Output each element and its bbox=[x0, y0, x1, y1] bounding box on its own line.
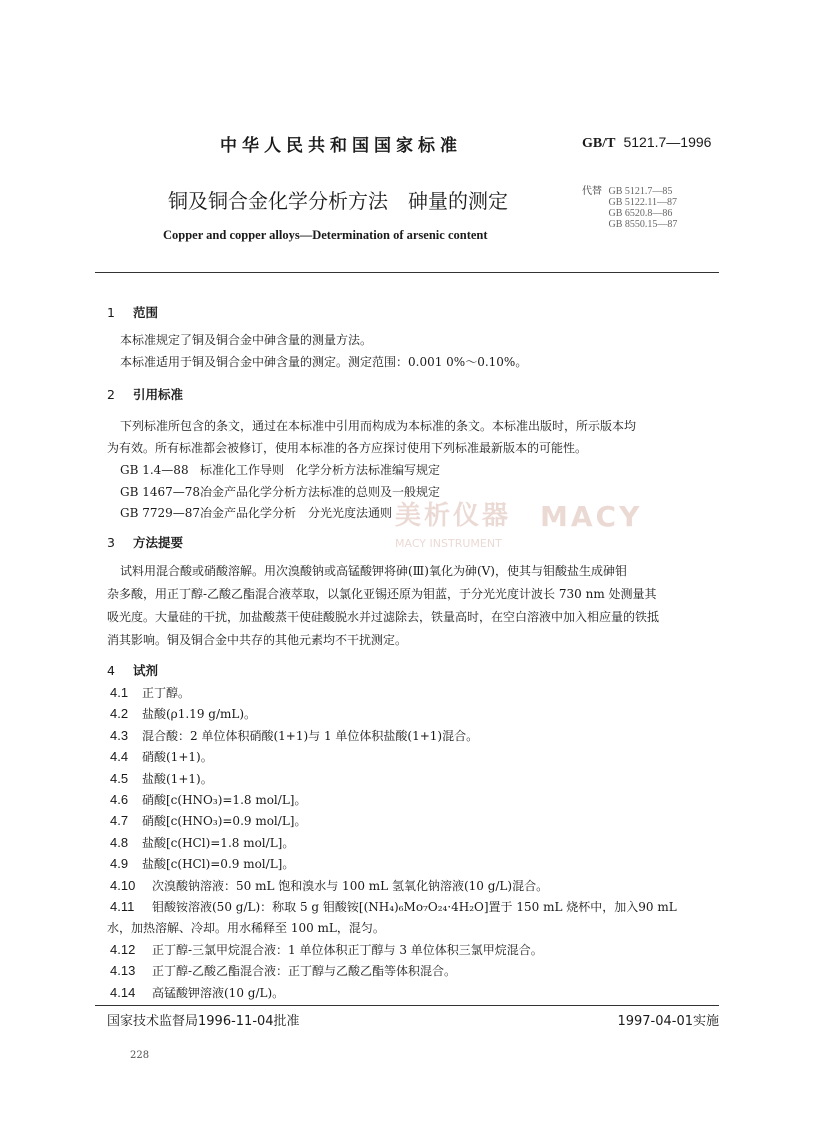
approval-date: 国家技术监督局1996-11-04批准 bbox=[107, 1014, 300, 1029]
reagent-number: 4.13 bbox=[110, 963, 136, 979]
reagent-item bbox=[110, 963, 456, 979]
replaces-block bbox=[582, 186, 677, 230]
reagent-text: 盐酸[c(HCl)=1.8 mol/L]。 bbox=[142, 835, 295, 850]
reagent-item bbox=[110, 792, 306, 808]
reagent-item bbox=[110, 685, 190, 701]
reagent-text: 混合酸：2 单位体积硝酸(1+1)与 1 单位体积盐酸(1+1)混合。 bbox=[142, 728, 479, 743]
reagent-number: 4.3 bbox=[110, 727, 129, 743]
reagent-text: 正丁醇。 bbox=[142, 686, 191, 700]
section-heading-references: 2 引用标准 bbox=[107, 387, 184, 402]
watermark-logo: MACY bbox=[540, 500, 643, 533]
paragraph-line: 杂多酸，用正丁醇-乙酸乙酯混合液萃取，以氯化亚锡还原为钼蓝，于分光光度计波长 730 nm 处测量其 bbox=[107, 587, 657, 601]
reagent-text: 盐酸[c(HCl)=0.9 mol/L]。 bbox=[142, 857, 295, 872]
reagent-text: 硝酸[c(HNO₃)=0.9 mol/L]。 bbox=[142, 814, 307, 829]
reagent-item bbox=[110, 813, 306, 829]
section-heading-scope: 1 范围 bbox=[107, 305, 159, 320]
standard-code bbox=[582, 134, 711, 152]
section-heading-reagents: 4 试剂 bbox=[107, 663, 159, 678]
reagent-number: 4.8 bbox=[110, 834, 129, 850]
reagent-text: 盐酸(ρ1.19 g/mL)。 bbox=[142, 707, 257, 722]
replaced-standard: GB 5122.11—87 bbox=[608, 197, 678, 208]
code-number: 5121.7—1996 bbox=[623, 134, 712, 150]
reagent-number: 4.4 bbox=[110, 749, 129, 765]
reference-item: GB 1.4—88 标准化工作导则 化学分析方法标准编写规定 bbox=[120, 463, 441, 477]
reagent-item bbox=[110, 942, 543, 958]
reagent-continuation: 水，加热溶解、冷却。用水稀释至 100 mL，混匀。 bbox=[107, 921, 385, 936]
reagent-item bbox=[110, 749, 213, 765]
section-heading-method-summary: 3 方法提要 bbox=[107, 535, 184, 550]
reagent-text: 正丁醇-乙酸乙酯混合液：正丁醇与乙酸乙酯等体积混合。 bbox=[152, 964, 457, 979]
reagent-number: 4.12 bbox=[110, 941, 136, 957]
reagent-number: 4.10 bbox=[110, 877, 136, 893]
reagent-text: 高锰酸钾溶液(10 g/L)。 bbox=[152, 985, 285, 1000]
replaces-label: 代替 bbox=[582, 186, 602, 197]
reagent-number: 4.5 bbox=[110, 770, 129, 786]
reagent-number: 4.7 bbox=[110, 813, 129, 829]
replaced-standard: GB 5121.7—85 bbox=[608, 186, 673, 197]
reagent-item bbox=[110, 728, 478, 744]
reagent-text: 钼酸铵溶液(50 g/L)：称取 5 g 钼酸铵[(NH₄)₆Mo₇O₂₄·4H₂O]置于 150 mL 烧杯中，加入90 mL bbox=[152, 900, 677, 914]
reagent-item bbox=[110, 706, 256, 722]
reagent-item bbox=[110, 899, 677, 915]
reagent-number: 4.2 bbox=[110, 706, 129, 722]
reference-item: GB 7729—87冶金产品化学分析 分光光度法通则 bbox=[120, 506, 393, 520]
paragraph-line: 为有效。所有标准都会被修订，使用本标准的各方应探讨使用下列标准最新版本的可能性。 bbox=[107, 441, 588, 455]
effective-date: 1997-04-01实施 bbox=[617, 1014, 719, 1029]
watermark-brand-en: MACY INSTRUMENT bbox=[395, 537, 502, 550]
reagent-text: 硝酸[c(HNO₃)=1.8 mol/L]。 bbox=[142, 793, 307, 807]
title-en: Copper and copper alloys—Determination of arsenic content bbox=[163, 228, 488, 242]
national-standard-heading: 中华人民共和国国家标准 bbox=[220, 136, 462, 156]
reagent-text: 盐酸(1+1)。 bbox=[142, 771, 213, 786]
paragraph-line: 本标准适用于铜及铜合金中砷含量的测定。测定范围：0.001 0%～0.10%。 bbox=[120, 355, 528, 369]
title-cn: 铜及铜合金化学分析方法 砷量的测定 bbox=[168, 189, 508, 213]
reagent-number: 4.11 bbox=[110, 899, 135, 914]
reagent-item bbox=[110, 878, 548, 894]
replaced-standard: GB 6520.8—86 bbox=[608, 208, 673, 219]
reagent-number: 4.6 bbox=[110, 792, 129, 807]
reagent-number: 4.1 bbox=[110, 685, 129, 700]
replaced-standard: GB 8550.15—87 bbox=[608, 219, 678, 230]
reagent-item bbox=[110, 985, 284, 1001]
paragraph-line: 消其影响。铜及铜合金中共存的其他元素均不干扰测定。 bbox=[107, 633, 408, 647]
reagent-item bbox=[110, 856, 294, 872]
footer-divider bbox=[95, 1005, 719, 1006]
reference-item: GB 1467—78冶金产品化学分析方法标准的总则及一般规定 bbox=[120, 485, 441, 499]
reagent-item bbox=[110, 771, 213, 787]
page-number: 228 bbox=[130, 1050, 150, 1061]
reagent-item bbox=[110, 835, 294, 851]
paragraph-line: 试料用混合酸或硝酸溶解。用次溴酸钠或高锰酸钾将砷(Ⅲ)氧化为砷(Ⅴ)，使其与钼酸盐生成砷钼 bbox=[120, 564, 627, 578]
reagent-text: 次溴酸钠溶液：50 mL 饱和溴水与 100 mL 氢氧化钠溶液(10 g/L)混合。 bbox=[152, 878, 549, 893]
paragraph-line: 下列标准所包含的条文，通过在本标准中引用而构成为本标准的条文。本标准出版时，所示版本均 bbox=[120, 419, 637, 433]
header-divider bbox=[95, 272, 719, 273]
reagent-text: 正丁醇-三氯甲烷混合液：1 单位体积正丁醇与 3 单位体积三氯甲烷混合。 bbox=[152, 942, 543, 957]
code-prefix: GB/T bbox=[582, 136, 616, 151]
reagent-text: 硝酸(1+1)。 bbox=[142, 750, 213, 765]
paragraph-line: 本标准规定了铜及铜合金中砷含量的测量方法。 bbox=[120, 333, 373, 347]
paragraph-line: 吸光度。大量硅的干扰，加盐酸蒸干使硅酸脱水并过滤除去，铁量高时，在空白溶液中加入相应量的铁抵 bbox=[107, 610, 660, 624]
reagent-number: 4.14 bbox=[110, 984, 136, 1000]
reagent-number: 4.9 bbox=[110, 856, 129, 872]
watermark-brand-cn: 美析仪器 bbox=[395, 501, 512, 531]
